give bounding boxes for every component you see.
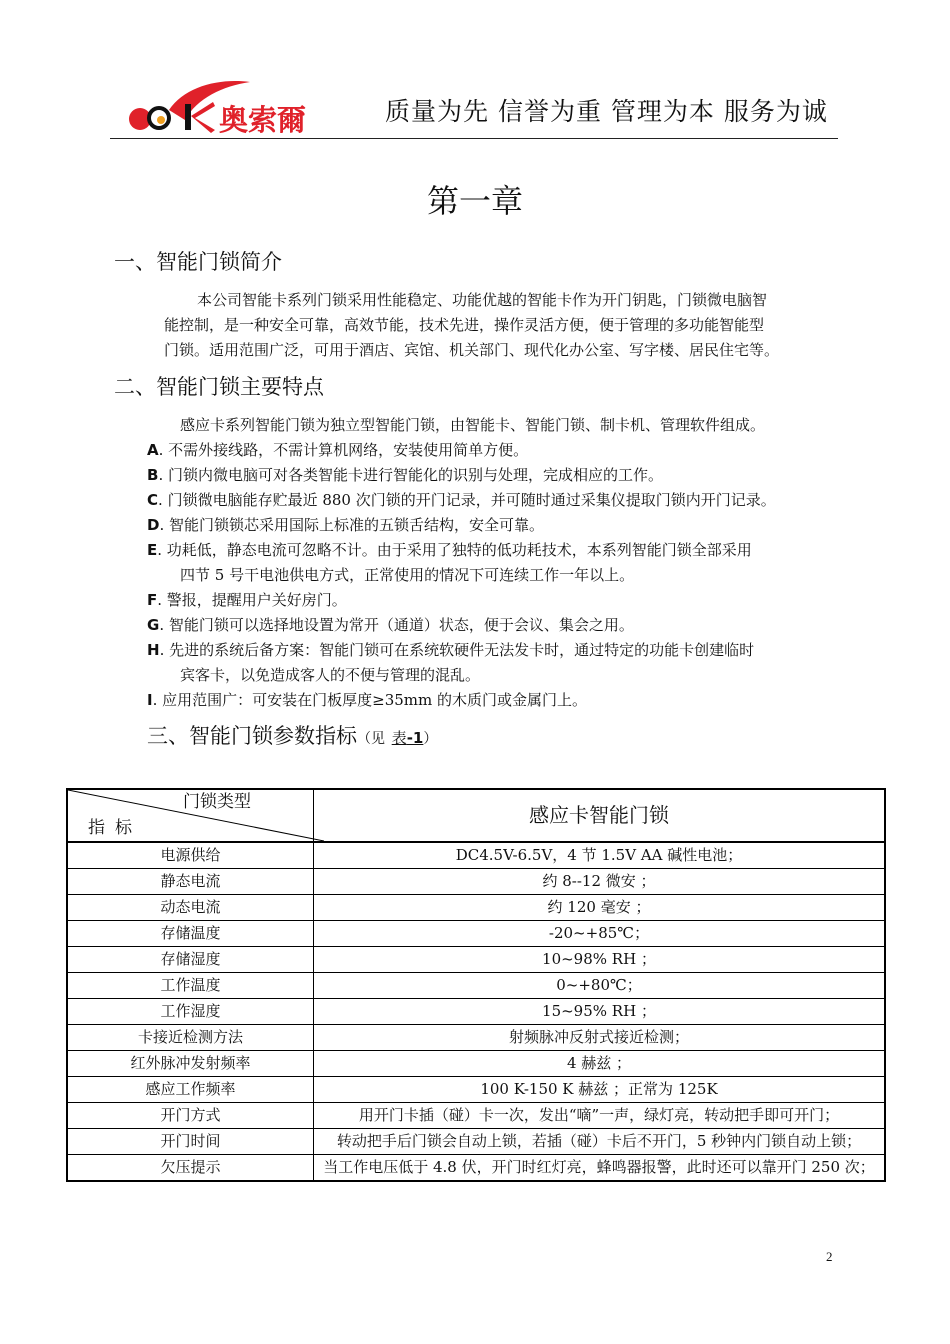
row-value: 10~98% RH ； bbox=[314, 947, 886, 973]
table-row bbox=[67, 999, 885, 1025]
feature-text: 门锁内微电脑可对各类智能卡进行智能化的识别与处理，完成相应的工作。 bbox=[167, 466, 663, 484]
logo-text: 奥索爾 bbox=[219, 103, 307, 137]
parameter-table bbox=[66, 788, 886, 1182]
row-value: 当工作电压低于 4.8 伏，开门时红灯亮，蜂鸣器报警，此时还可以靠开门 250 次； bbox=[314, 1155, 886, 1182]
row-label: 欠压提示 bbox=[67, 1155, 314, 1182]
table-row bbox=[67, 1129, 885, 1155]
feature-item-h: H. 先进的系统后备方案：智能门锁可在系统软硬件无法发卡时，通过特定的功能卡创建临时 bbox=[147, 638, 754, 663]
section3-heading bbox=[147, 720, 437, 750]
section3-ref-close: ） bbox=[423, 731, 438, 747]
row-value: 0~+80℃； bbox=[314, 973, 886, 999]
row-value: 用开门卡插（碰）卡一次，发出“嘀”一声，绿灯亮，转动把手即可开门； bbox=[314, 1103, 886, 1129]
logo-k-stem bbox=[185, 104, 191, 130]
section2-intro: 感应卡系列智能门锁为独立型智能门锁，由智能卡、智能门锁、制卡机、管理软件组成。 bbox=[180, 416, 766, 434]
feature-item-a: A. 不需外接线路，不需计算机网络，安装使用简单方便。 bbox=[147, 438, 528, 463]
table-row bbox=[67, 973, 885, 999]
row-label: 存储湿度 bbox=[67, 947, 314, 973]
feature-text: 智能门锁可以选择地设置为常开（通道）状态，便于会议、集会之用。 bbox=[168, 616, 634, 634]
section1-line-1: 本公司智能卡系列门锁采用性能稳定、功能优越的智能卡作为开门钥匙，门锁微电脑智 bbox=[197, 291, 768, 309]
feature-item-e: E. 功耗低，静态电流可忽略不计。由于采用了独特的低功耗技术，本系列智能门锁全部采用 bbox=[147, 538, 752, 563]
logo-mark-icon bbox=[125, 76, 375, 140]
table-header-row bbox=[67, 789, 885, 842]
table-row bbox=[67, 1025, 885, 1051]
table-row bbox=[67, 921, 885, 947]
feature-item-i: I. 应用范围广：可安装在门板厚度≥35mm 的木质门或金属门上。 bbox=[147, 688, 587, 713]
row-label: 卡接近检测方法 bbox=[67, 1025, 314, 1051]
row-value: 射频脉冲反射式接近检测； bbox=[314, 1025, 886, 1051]
logo-orange-dot bbox=[157, 116, 165, 124]
feature-item-f: F. 警报，提醒用户关好房门。 bbox=[147, 588, 347, 613]
feature-label: E bbox=[147, 541, 158, 559]
feature-item-h-cont: 宾客卡，以免造成客人的不便与管理的混乱。 bbox=[180, 666, 481, 684]
feature-text: 应用范围广：可安装在门板厚度≥35mm 的木质门或金属门上。 bbox=[162, 691, 588, 709]
section3-title: 三、智能门锁参数指标 bbox=[147, 724, 357, 748]
row-label: 工作湿度 bbox=[67, 999, 314, 1025]
row-value: 约 8--12 微安 ； bbox=[314, 869, 886, 895]
company-slogan: 质量为先 信誉为重 管理为本 服务为诚 bbox=[385, 97, 828, 126]
row-label: 动态电流 bbox=[67, 895, 314, 921]
diagonal-header-cell bbox=[67, 789, 314, 842]
header-product: 感应卡智能门锁 bbox=[314, 789, 886, 842]
section1-heading: 一、智能门锁简介 bbox=[114, 250, 282, 274]
row-label: 工作温度 bbox=[67, 973, 314, 999]
table-row bbox=[67, 869, 885, 895]
feature-label: I bbox=[147, 691, 153, 709]
row-label: 静态电流 bbox=[67, 869, 314, 895]
feature-text: 先进的系统后备方案：智能门锁可在系统软硬件无法发卡时，通过特定的功能卡创建临时 bbox=[169, 641, 755, 659]
header-lock-type: 门锁类型 bbox=[183, 792, 251, 812]
row-label: 开门时间 bbox=[67, 1129, 314, 1155]
feature-item-g: G. 智能门锁可以选择地设置为常开（通道）状态，便于会议、集会之用。 bbox=[147, 613, 634, 638]
table-reference-link[interactable]: 表-1 bbox=[391, 729, 424, 747]
row-label: 电源供给 bbox=[67, 842, 314, 869]
table-row bbox=[67, 1103, 885, 1129]
row-value: -20~+85℃； bbox=[314, 921, 886, 947]
chapter-title: 第一章 bbox=[426, 182, 523, 220]
header-indicator: 指标 bbox=[88, 818, 142, 838]
feature-item-c: C. 门锁微电脑能存贮最近 880 次门锁的开门记录，并可随时通过采集仪提取门锁内开门记录。 bbox=[147, 488, 776, 513]
row-value: 4 赫兹 ； bbox=[314, 1051, 886, 1077]
page-number: 2 bbox=[826, 1249, 833, 1264]
table-row bbox=[67, 947, 885, 973]
table-row bbox=[67, 1155, 885, 1182]
feature-label: H bbox=[147, 641, 160, 659]
feature-item-e-cont: 四节 5 号干电池供电方式，正常使用的情况下可连续工作一年以上。 bbox=[180, 566, 635, 584]
row-value: 15~95% RH ； bbox=[314, 999, 886, 1025]
row-label: 红外脉冲发射频率 bbox=[67, 1051, 314, 1077]
section1-line-3: 门锁。适用范围广泛，可用于酒店、宾馆、机关部门、现代化办公室、写字楼、居民住宅等。 bbox=[164, 341, 780, 359]
feature-text: 功耗低，静态电流可忽略不计。由于采用了独特的低功耗技术，本系列智能门锁全部采用 bbox=[166, 541, 752, 559]
company-logo bbox=[125, 76, 375, 140]
row-value: DC4.5V-6.5V，4 节 1.5V AA 碱性电池； bbox=[314, 842, 886, 869]
table-row bbox=[67, 1051, 885, 1077]
feature-label: F bbox=[147, 591, 158, 609]
row-label: 开门方式 bbox=[67, 1103, 314, 1129]
row-value: 约 120 毫安 ； bbox=[314, 895, 886, 921]
feature-text: 门锁微电脑能存贮最近 880 次门锁的开门记录，并可随时通过采集仪提取门锁内开门记录。 bbox=[167, 491, 776, 509]
feature-label: G bbox=[147, 616, 160, 634]
section1-line-2: 能控制，是一种安全可靠，高效节能，技术先进，操作灵活方便，便于管理的多功能智能型 bbox=[164, 316, 765, 334]
row-value: 100 K-150 K 赫兹 ；正常为 125K bbox=[314, 1077, 886, 1103]
section3-ref-open: （见 bbox=[357, 731, 385, 747]
feature-item-b: B. 门锁内微电脑可对各类智能卡进行智能化的识别与处理，完成相应的工作。 bbox=[147, 463, 663, 488]
feature-label: C bbox=[147, 491, 159, 509]
feature-text: 不需外接线路，不需计算机网络，安装使用简单方便。 bbox=[168, 441, 529, 459]
section2-heading: 二、智能门锁主要特点 bbox=[114, 375, 324, 399]
feature-text: 智能门锁锁芯采用国际上标准的五锁舌结构，安全可靠。 bbox=[169, 516, 545, 534]
table-row bbox=[67, 895, 885, 921]
table-row bbox=[67, 1077, 885, 1103]
row-label: 感应工作频率 bbox=[67, 1077, 314, 1103]
feature-label: D bbox=[147, 516, 160, 534]
row-value: 转动把手后门锁会自动上锁，若插（碰）卡后不开门，5 秒钟内门锁自动上锁； bbox=[314, 1129, 886, 1155]
feature-item-d: D. 智能门锁锁芯采用国际上标准的五锁舌结构，安全可靠。 bbox=[147, 513, 544, 538]
row-label: 存储温度 bbox=[67, 921, 314, 947]
table-row bbox=[67, 842, 885, 869]
feature-label: B bbox=[147, 466, 159, 484]
feature-text: 警报，提醒用户关好房门。 bbox=[166, 591, 347, 609]
header-divider bbox=[110, 138, 838, 139]
feature-label: A bbox=[147, 441, 159, 459]
